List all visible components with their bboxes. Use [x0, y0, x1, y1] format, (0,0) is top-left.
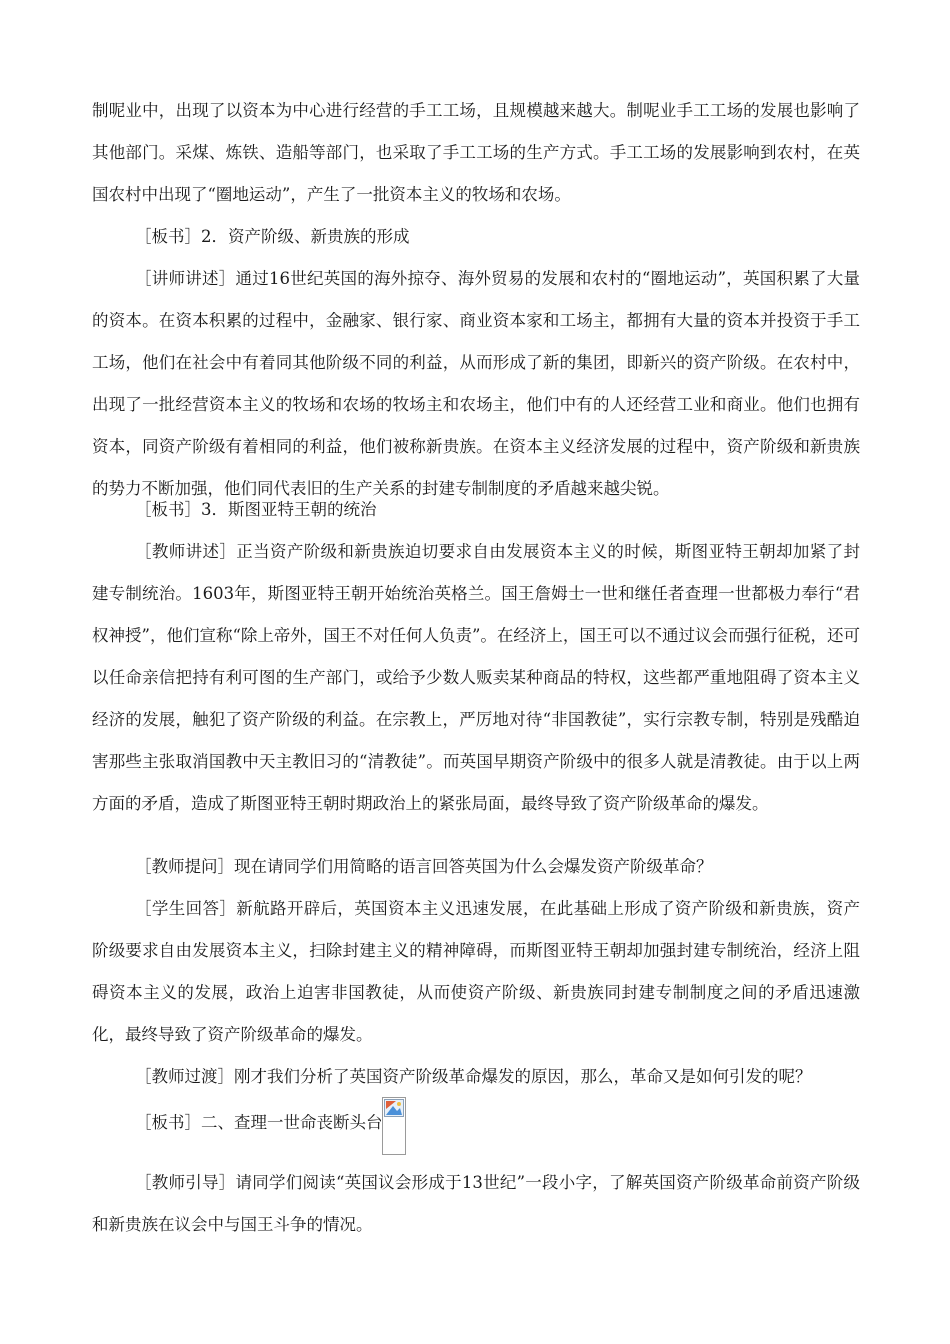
broken-image-placeholder	[382, 1097, 406, 1155]
paragraph-teacher-transition: ［教师过渡］刚才我们分析了英国资产阶级革命爆发的原因，那么，革命又是如何引发的呢？	[135, 1067, 812, 1086]
board-heading-2: ［板书］2．资产阶级、新贵族的形成	[135, 227, 410, 246]
board-heading-section-2: ［板书］二、查理一世命丧断头台	[135, 1113, 383, 1132]
paragraph-lecture-1: ［讲师讲述］通过16世纪英国的海外掠夺、海外贸易的发展和农村的“圈地运动”，英国积累了大量的资本。在资本积累的过程中，金融家、银行家、商业资本家和工场主，都拥有大量的资本并投资于手工工场，他们在社会中有着同其他阶级不同的利益，从而形成了新的集团，即新兴的资产阶级。在农村中，出现了一批经营资本主义的牧场和农场的牧场主和农场主，他们中有的人还经营工业和商业。他们也拥有资本，同资产阶级有着相同的利益，他们被称新贵族。在资本主义经济发展的过程中，资产阶级和新贵族的势力不断加强，他们同代表旧的生产关系的封建专制制度的矛盾越来越尖锐。	[92, 269, 860, 498]
paragraph-teacher-guidance: ［教师引导］请同学们阅读“英国议会形成于13世纪”一段小字，了解英国资产阶级革命前资产阶级和新贵族在议会中与国王斗争的情况。	[92, 1173, 860, 1234]
paragraph-teacher-question: ［教师提问］现在请同学们用简略的语言回答英国为什么会爆发资产阶级革命？	[135, 857, 713, 876]
broken-image-icon	[384, 1099, 404, 1117]
paragraph-lecture-2: ［教师讲述］正当资产阶级和新贵族迫切要求自由发展资本主义的时候，斯图亚特王朝却加紧了封建专制统治。1603年，斯图亚特王朝开始统治英格兰。国王詹姆士一世和继任者查理一世都极力奉行“君权神授”，他们宣称“除上帝外，国王不对任何人负责”。在经济上，国王可以不通过议会而强行征税，还可以任命亲信把持有利可图的生产部门，或给予少数人贩卖某种商品的特权，这些都严重地阻碍了资本主义经济的发展，触犯了资产阶级的利益。在宗教上，严厉地对待“非国教徒”，实行宗教专制，特别是残酷迫害那些主张取消国教中天主教旧习的“清教徒”。而英国早期资产阶级中的很多人就是清教徒。由于以上两方面的矛盾，造成了斯图亚特王朝时期政治上的紧张局面，最终导致了资产阶级革命的爆发。	[92, 542, 860, 813]
paragraph-1: 制呢业中，出现了以资本为中心进行经营的手工工场，且规模越来越大。制呢业手工工场的发展也影响了其他部门。采煤、炼铁、造船等部门，也采取了手工工场的生产方式。手工工场的发展影响到农村，在英国农村中出现了“圈地运动”，产生了一批资本主义的牧场和农场。	[92, 101, 860, 204]
board-heading-3: ［板书］3．斯图亚特王朝的统治	[135, 500, 377, 519]
paragraph-student-answer: ［学生回答］新航路开辟后，英国资本主义迅速发展，在此基础上形成了资产阶级和新贵族，资产阶级要求自由发展资本主义，扫除封建主义的精神障碍，而斯图亚特王朝却加强封建专制统治，经济上阻碍资本主义的发展，政治上迫害非国教徒，从而使资产阶级、新贵族同封建专制制度之间的矛盾迅速激化，最终导致了资产阶级革命的爆发。	[92, 899, 860, 1044]
